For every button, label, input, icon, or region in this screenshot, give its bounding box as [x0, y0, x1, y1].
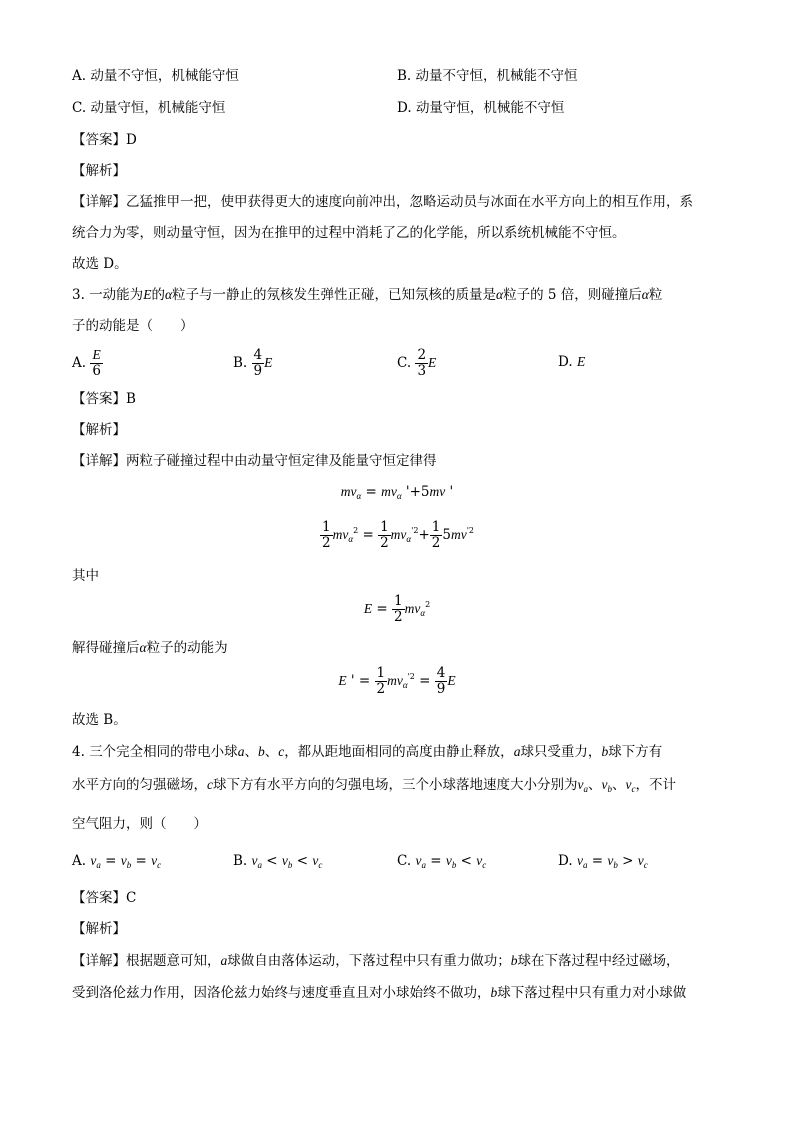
- stem-text: ，都从距地面相同的高度由静止释放，: [284, 744, 514, 760]
- q3-stem-line1: [72, 285, 662, 305]
- answer-label: 【答案】: [72, 391, 126, 407]
- question-number: 3.: [72, 287, 85, 303]
- q2-detail-line1: [72, 192, 693, 212]
- stem-text: 球下方有: [608, 744, 663, 760]
- option-letter: B.: [233, 355, 248, 371]
- option-letter: C.: [72, 100, 87, 116]
- separator: 、: [244, 744, 258, 760]
- solve-text: 解得碰撞后: [72, 640, 140, 656]
- detail-text: 球下落过程中只有重力对小球做: [497, 985, 687, 1001]
- q3-analysis-label: 【解析】: [72, 422, 126, 438]
- symbol-alpha: α: [164, 287, 173, 302]
- q4-option-d: D. $v_a = v_b > v_c$: [558, 853, 648, 870]
- q4-stem-line2: 水平方向的匀强磁场，c球下方有水平方向的匀强电场，三个小球落地速度大小分别为$v_a$、$v_b$、$v_c$，不计: [72, 777, 676, 794]
- stem-text: 球只受重力，: [520, 744, 602, 760]
- option-letter: C.: [397, 853, 412, 869]
- symbol-a: a: [513, 744, 521, 759]
- symbol-e: E: [143, 287, 152, 302]
- fraction-denominator: 6: [92, 363, 101, 379]
- detail-text: 球在下落过程中经过磁场，: [517, 953, 680, 969]
- stem-text: 三个完全相同的带电小球: [89, 744, 238, 760]
- equation-3: E = $\frac{1}{2}$ $mv_\alpha^2$: [363, 593, 431, 625]
- q3-option-b: [233, 346, 272, 380]
- q4-stem-line3: 空气阻力，则（ ）: [72, 816, 207, 832]
- symbol-c: c: [207, 777, 213, 792]
- answer-value: C: [126, 890, 137, 906]
- symbol-b: b: [601, 744, 609, 759]
- equation-4: E ' = $\frac{1}{2}$ $mv_\alpha^{'2}$ = $\frac{4}{9}$ E: [338, 665, 456, 697]
- symbol-b: b: [490, 985, 498, 1000]
- option-text: 动量守恒，机械能不守恒: [415, 100, 565, 116]
- q3-option-a: [72, 346, 103, 380]
- stem-text: 粒子与一静止的氖核发生弹性正碰，已知氖核的质量是: [172, 287, 497, 303]
- symbol-b: b: [510, 953, 518, 968]
- stem-text: 球下方有水平方向的匀强电场，三个小球落地速度大小分别为: [213, 777, 578, 793]
- symbol-alpha: α: [496, 287, 504, 302]
- equation-1: $mv_\alpha = mv_\alpha$ '+5mv ': [340, 484, 454, 501]
- q3-solve-text: [72, 638, 228, 658]
- option-letter: A.: [72, 68, 87, 84]
- detail-text: 根据题意可知，: [126, 953, 221, 969]
- symbol-c: c: [278, 744, 285, 759]
- q2-option-c: [72, 98, 225, 118]
- q2-option-a: [72, 66, 239, 86]
- separator: 、: [264, 744, 279, 760]
- option-suffix: E: [428, 355, 437, 370]
- answer-label: 【答案】: [72, 132, 126, 148]
- option-letter: D.: [558, 853, 573, 869]
- stem-text: 水平方向的匀强磁场，: [72, 777, 207, 793]
- fraction-numerator: 4: [253, 347, 263, 364]
- q3-detail: [72, 451, 437, 471]
- q3-stem-line2: 子的动能是（ ）: [72, 318, 194, 334]
- q2-analysis-label: 【解析】: [72, 163, 126, 179]
- q4-detail-line1: [72, 951, 680, 971]
- symbol-alpha: α: [139, 640, 147, 655]
- detail-label: 【详解】: [72, 453, 126, 469]
- symbol-alpha: α: [641, 287, 649, 302]
- stem-text: 粒: [648, 287, 663, 303]
- option-text: 动量守恒，机械能守恒: [90, 100, 226, 116]
- fraction: [415, 348, 428, 379]
- detail-text: 球做自由落体运动，下落过程中只有重力做功；: [227, 953, 511, 969]
- q2-option-d: [397, 98, 564, 118]
- q3-answer: [72, 389, 136, 409]
- fraction-numerator: E: [90, 348, 103, 364]
- stem-text: 一动能为: [89, 287, 144, 303]
- q3-among: 其中: [72, 568, 99, 584]
- fraction-denominator: 3: [417, 363, 427, 379]
- option-letter: D.: [397, 100, 412, 116]
- symbol-b: b: [257, 744, 265, 759]
- answer-label: 【答案】: [72, 890, 126, 906]
- option-letter: A.: [72, 355, 87, 371]
- detail-text: 两粒子碰撞过程中由动量守恒定律及能量守恒定律得: [126, 453, 437, 469]
- option-letter: B.: [233, 853, 248, 869]
- q4-analysis-label: 【解析】: [72, 921, 126, 937]
- q2-option-b: [397, 66, 578, 86]
- q4-option-a: A. $v_a = v_b = v_c$: [72, 853, 162, 870]
- fraction: [90, 348, 103, 379]
- question-number: 4.: [72, 744, 85, 760]
- q3-option-d: [558, 352, 585, 372]
- equation-2: $\frac{1}{2}$ $mv_\alpha^2$ = $\frac{1}{2}$ $mv_\alpha^{'2}+$ $\frac{1}{2}$ $5mv^{'2}$: [322, 519, 474, 551]
- stem-text: ，不计: [635, 777, 676, 793]
- symbol-a: a: [237, 744, 245, 759]
- fraction-denominator: 9: [253, 363, 263, 379]
- q3-conclusion: 故选 B。: [72, 712, 127, 728]
- option-text: 动量不守恒，机械能守恒: [90, 68, 239, 84]
- q2-conclusion: 故选 D。: [72, 256, 128, 272]
- option-text: 动量不守恒，机械能不守恒: [415, 68, 578, 84]
- answer-value: D: [126, 132, 137, 148]
- fraction: [252, 348, 265, 379]
- fraction-numerator: 2: [417, 347, 427, 364]
- option-letter: B.: [397, 68, 412, 84]
- detail-label: 【详解】: [72, 953, 126, 969]
- detail-text: 乙猛推甲一把，使甲获得更大的速度向前冲出，忽略运动员与冰面在水平方向上的相互作用，系: [126, 194, 693, 210]
- q4-stem-line1: [72, 742, 662, 762]
- detail-label: 【详解】: [72, 194, 126, 210]
- solve-text: 粒子的动能为: [146, 640, 228, 656]
- q4-answer: [72, 888, 136, 908]
- option-letter: D.: [558, 354, 573, 370]
- option-suffix: E: [264, 355, 273, 370]
- q4-option-c: C. $v_a = v_b < v_c$: [397, 853, 487, 870]
- q3-option-c: [397, 346, 436, 380]
- detail-text: 受到洛伦兹力作用，因洛伦兹力始终与速度垂直且对小球始终不做功，: [72, 985, 491, 1001]
- answer-value: B: [126, 391, 136, 407]
- symbol-a: a: [220, 953, 228, 968]
- q4-option-b: B. $v_a < v_b < v_c$: [233, 853, 323, 870]
- q4-detail-line2: [72, 983, 686, 1003]
- q2-detail-line2: 统合力为零，则动量守恒，因为在推甲的过程中消耗了乙的化学能，所以系统机械能不守恒。: [72, 225, 626, 241]
- stem-text: 的: [151, 287, 165, 303]
- q2-answer: [72, 130, 137, 150]
- option-letter: C.: [397, 355, 412, 371]
- option-text: E: [576, 354, 586, 369]
- stem-text: 粒子的 5 倍，则碰撞后: [503, 287, 642, 303]
- option-letter: A.: [72, 853, 87, 869]
